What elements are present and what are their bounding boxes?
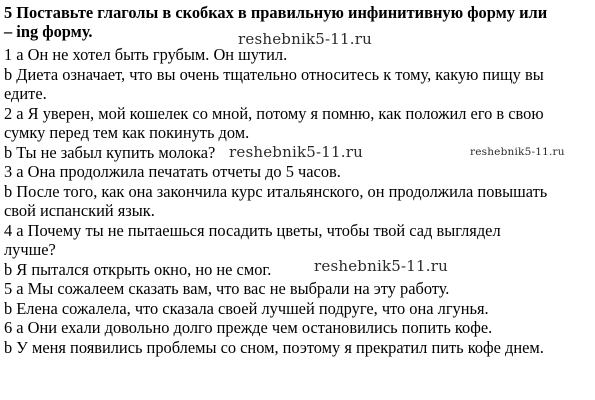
answer-line-2a-cont: сумку перед тем как покинуть дом.	[4, 123, 250, 142]
answer-line-1b-cont: едите.	[4, 84, 47, 103]
answer-line-3b-cont: свой испанский язык.	[4, 201, 155, 220]
answer-line-5a: 5 а Мы сожалеем сказать вам, что вас не выбрали на эту работу.	[4, 279, 450, 298]
answer-line-5b: b Елена сожалела, что сказала своей лучшей подруге, что она лгунья.	[4, 299, 489, 318]
answer-line-4b: b Я пытался открыть окно, но не смог.	[4, 260, 272, 279]
watermark-top: reshebnik5-11.ru	[238, 30, 372, 48]
exercise-heading-line-1: 5 Поставьте глаголы в скобках в правильную инфинитивную форму или	[4, 3, 548, 22]
answer-line-1a: 1 a Он не хотел быть грубым. Он шутил.	[4, 45, 288, 64]
exercise-heading-line-2: – ing форму.	[4, 22, 93, 41]
answer-line-4a-cont: лучше?	[4, 240, 56, 259]
answer-line-3a: 3 а Она продолжила печатать отчеты до 5 часов.	[4, 162, 341, 181]
answer-line-4a: 4 а Почему ты не пытаешься посадить цветы, чтобы твой сад выглядел	[4, 221, 501, 240]
answer-line-1b: b Диета означает, что вы очень тщательно относитесь к тому, какую пищу вы	[4, 65, 544, 84]
answer-line-2a: 2 а Я уверен, мой кошелек со мной, потому я помню, как положил его в свою	[4, 104, 544, 123]
watermark-small-right: reshebnik5-11.ru	[470, 146, 565, 158]
watermark-mid: reshebnik5-11.ru	[229, 143, 363, 161]
answer-line-6a: 6 а Они ехали довольно долго прежде чем остановились попить кофе.	[4, 318, 493, 337]
answer-line-6b: b У меня появились проблемы со сном, поэтому я прекратил пить кофе днем.	[4, 338, 544, 357]
watermark-lower: reshebnik5-11.ru	[314, 257, 448, 275]
answer-line-3b: b После того, как она закончила курс итальянского, он продолжила повышать	[4, 182, 548, 201]
answer-line-2b: b Ты не забыл купить молока?	[4, 143, 216, 162]
